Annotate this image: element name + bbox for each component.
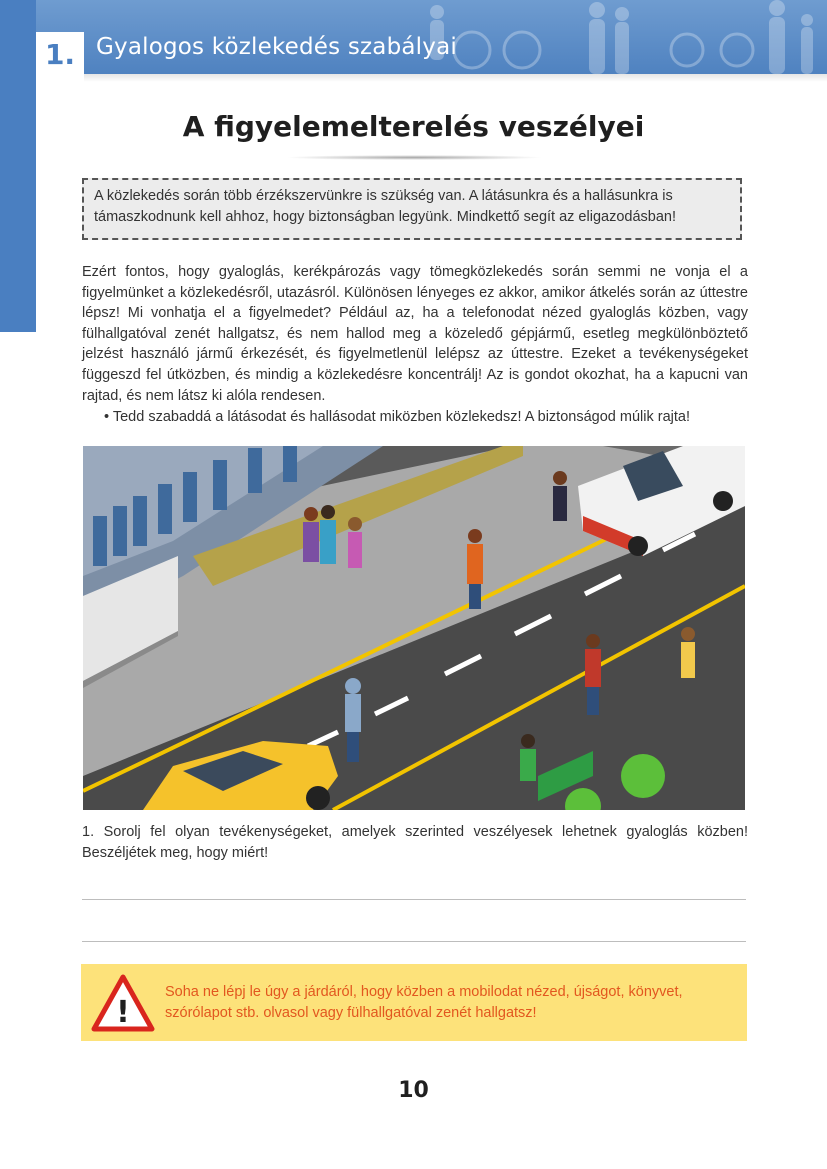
answer-line-2[interactable]: [82, 941, 746, 942]
chapter-number-box: [36, 32, 84, 74]
header-shadow: [84, 74, 827, 82]
warning-symbol: !: [116, 995, 130, 1030]
chapter-title: Gyalogos közlekedés szabályai: [96, 34, 457, 60]
intro-box: A közlekedés során több érzékszervünkre is szükség van. A látásunkra és a hallásunkra is támaszkodnunk kell ahhoz, hogy biztonságban legyünk. Mindkettő segít az eligazodásban!: [82, 178, 742, 240]
body-paragraph: Ezért fontos, hogy gyaloglás, kerékpározás vagy tömegközlekedés során semmi ne vonja el a figyelmünket a közlekedésről, utazásról. Különösen lényeges ez akkor, amikor átkelés során az úttestre lépsz! Mi vonhatja el a figyelmedet? Például az, ha a telefonodat nézed gyaloglás közben, vagy fülhallgatóval zenét hallgatsz, és nem hallod meg a közeledő gépjármű, esetleg megkülönböztető jelzést használó jármű érkezését, és figyelmetlenül lelépsz az úttestre. Ezeket a tevékenységeket függeszd fel útközben, és mindig a közlekedésre koncentrálj! Az is gondot okozhat, ha a kapucni van rajtad, és nem látsz ki alóla rendesen.: [82, 264, 748, 404]
page-number: 10: [398, 1078, 429, 1103]
warning-text: Soha ne lépj le úgy a járdáról, hogy közben a mobilodat nézed, újságot, könyvet, szórólapot stb. olvasol vagy fülhallgatóval zenét hallgatsz!: [165, 984, 683, 1021]
bullet-point: • Tedd szabaddá a látásodat és hallásodat miközben közlekedsz! A biztonságod múlik rajta!: [104, 409, 690, 425]
street-illustration: [83, 446, 745, 810]
answer-line-1[interactable]: [82, 899, 746, 900]
people-silhouettes-decoration: [397, 0, 827, 74]
warning-triangle-icon: [91, 974, 155, 1032]
chapter-side-bar: [0, 0, 36, 332]
exercise-question: 1. Sorolj fel olyan tevékenységeket, amelyek szerinted veszélyesek lehetnek gyaloglás közben! Beszéljétek meg, hogy miért!: [82, 824, 748, 861]
street-scene-image: [83, 446, 745, 810]
chapter-number: 1.: [44, 38, 76, 71]
page-title: A figyelemelterelés veszélyei: [182, 110, 645, 143]
warning-box: [81, 964, 747, 1041]
title-underline: [285, 155, 543, 160]
